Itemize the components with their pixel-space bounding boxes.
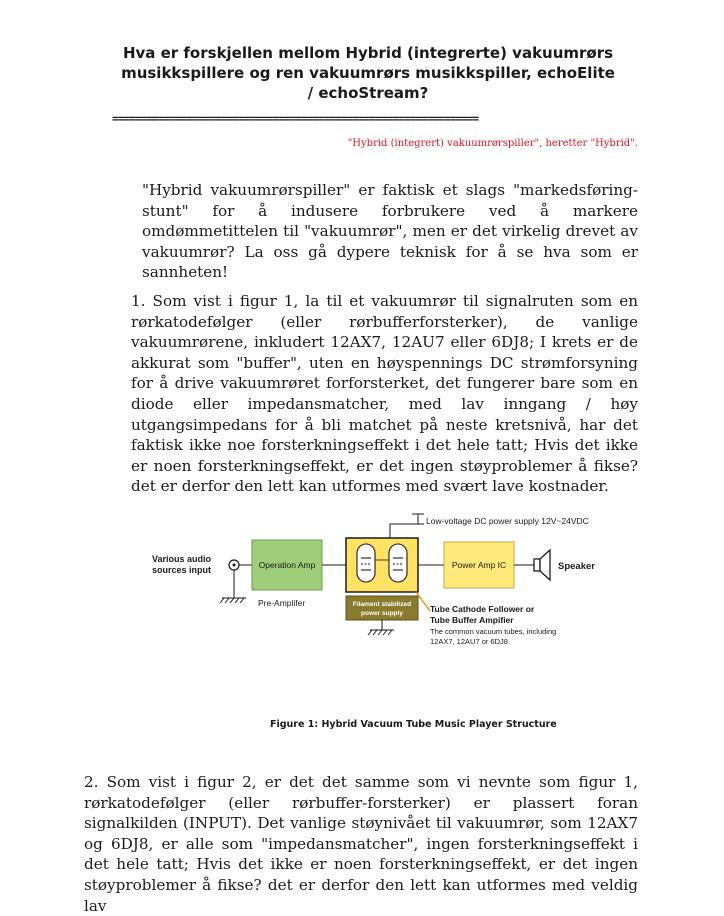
tube-description: 12AX7, 12AU7 or 6DJ8. bbox=[430, 637, 511, 646]
filament-supply-label: Filament stabilized bbox=[352, 601, 412, 608]
separator-line: ================================================================ bbox=[112, 112, 479, 125]
pre-amplifier-label: Pre-Amplifer bbox=[258, 598, 306, 608]
sources-label: sources input bbox=[152, 565, 212, 575]
definition-note: "Hybrid (integrert) vakuumrørspiller", heretter "Hybrid". bbox=[347, 138, 638, 149]
hybrid-structure-diagram bbox=[148, 508, 618, 738]
filament-supply-label: power supply bbox=[361, 610, 403, 617]
document-title: Hva er forskjellen mellom Hybrid (integrerte) vakuumrørs musikkspillere og ren vakuumrørs musikkspiller, echoElite / echoStream? bbox=[121, 44, 615, 102]
vacuum-tube-icon bbox=[357, 544, 375, 582]
tube-title: Tube Cathode Follower or bbox=[430, 604, 535, 614]
input-jack-icon bbox=[229, 560, 239, 570]
power-amp-label: Power Amp IC bbox=[451, 560, 507, 570]
ground-icon bbox=[368, 630, 394, 635]
sources-label: Various audio bbox=[152, 554, 212, 564]
ground-icon bbox=[220, 598, 246, 603]
figure-caption: Figure 1: Hybrid Vacuum Tube Music Player Structure bbox=[270, 719, 557, 730]
dc-supply-label: Low-voltage DC power supply 12V~24VDC bbox=[426, 516, 589, 526]
speaker-icon bbox=[534, 550, 550, 580]
intro-paragraph: "Hybrid vakuumrørspiller" er faktisk et slags "markedsføring-stunt" for å indusere forbrukere ved å markere omdømmetittelen til "vakuumrør", men er det virkelig drevet av vakuumrør? La oss gå dypere teknisk for å se hva som er sannheten! bbox=[142, 181, 638, 282]
vacuum-tube-icon bbox=[389, 544, 407, 582]
tube-title: Tube Buffer Ampifier bbox=[430, 615, 514, 625]
operation-amp-label: Operation Amp bbox=[258, 560, 316, 570]
tube-description: The common vacuum tubes, including bbox=[430, 627, 557, 636]
speaker-label: Speaker bbox=[558, 561, 595, 572]
point-2-paragraph: 2. Som vist i figur 2, er det det samme som vi nevnte som figur 1, rørkatodefølger (eller rørbuffer-forsterker) er plassert foran signalkilden (INPUT). Det vanlige støynivået til vakuumrør, som 12AX7 og 6DJ8, er alle som "impedansmatcher", ingen forsterkningseffekt i det hele tatt; Hvis det ikke er noen forsterkningseffekt, er det ingen støyproblemer å fikse? det er derfor den lett kan utformes med veldig lav bbox=[84, 773, 638, 915]
point-1-paragraph: 1. Som vist i figur 1, la til et vakuumrør til signalruten som en rørkatodefølger (eller rørbufferforsterker), de vanlige vakuumrørene, inkludert 12AX7, 12AU7 eller 6DJ8; I krets er de akkurat som "buffer", uten en høyspennings DC strømforsyning for å drive vakuumrøret forforsterket, det fungerer bare som en diode eller impedansmatcher, med lav inngang / høy utgangsimpedans for å bli matchet på neste kretsnivå, har det faktisk ikke noe forsterkningseffekt i det hele tatt; Hvis det ikke er noen forsterkningseffekt, er det ingen støyproblemer å fikse? det er derfor den lett kan utformes med svært lave kostnader. bbox=[131, 292, 638, 496]
